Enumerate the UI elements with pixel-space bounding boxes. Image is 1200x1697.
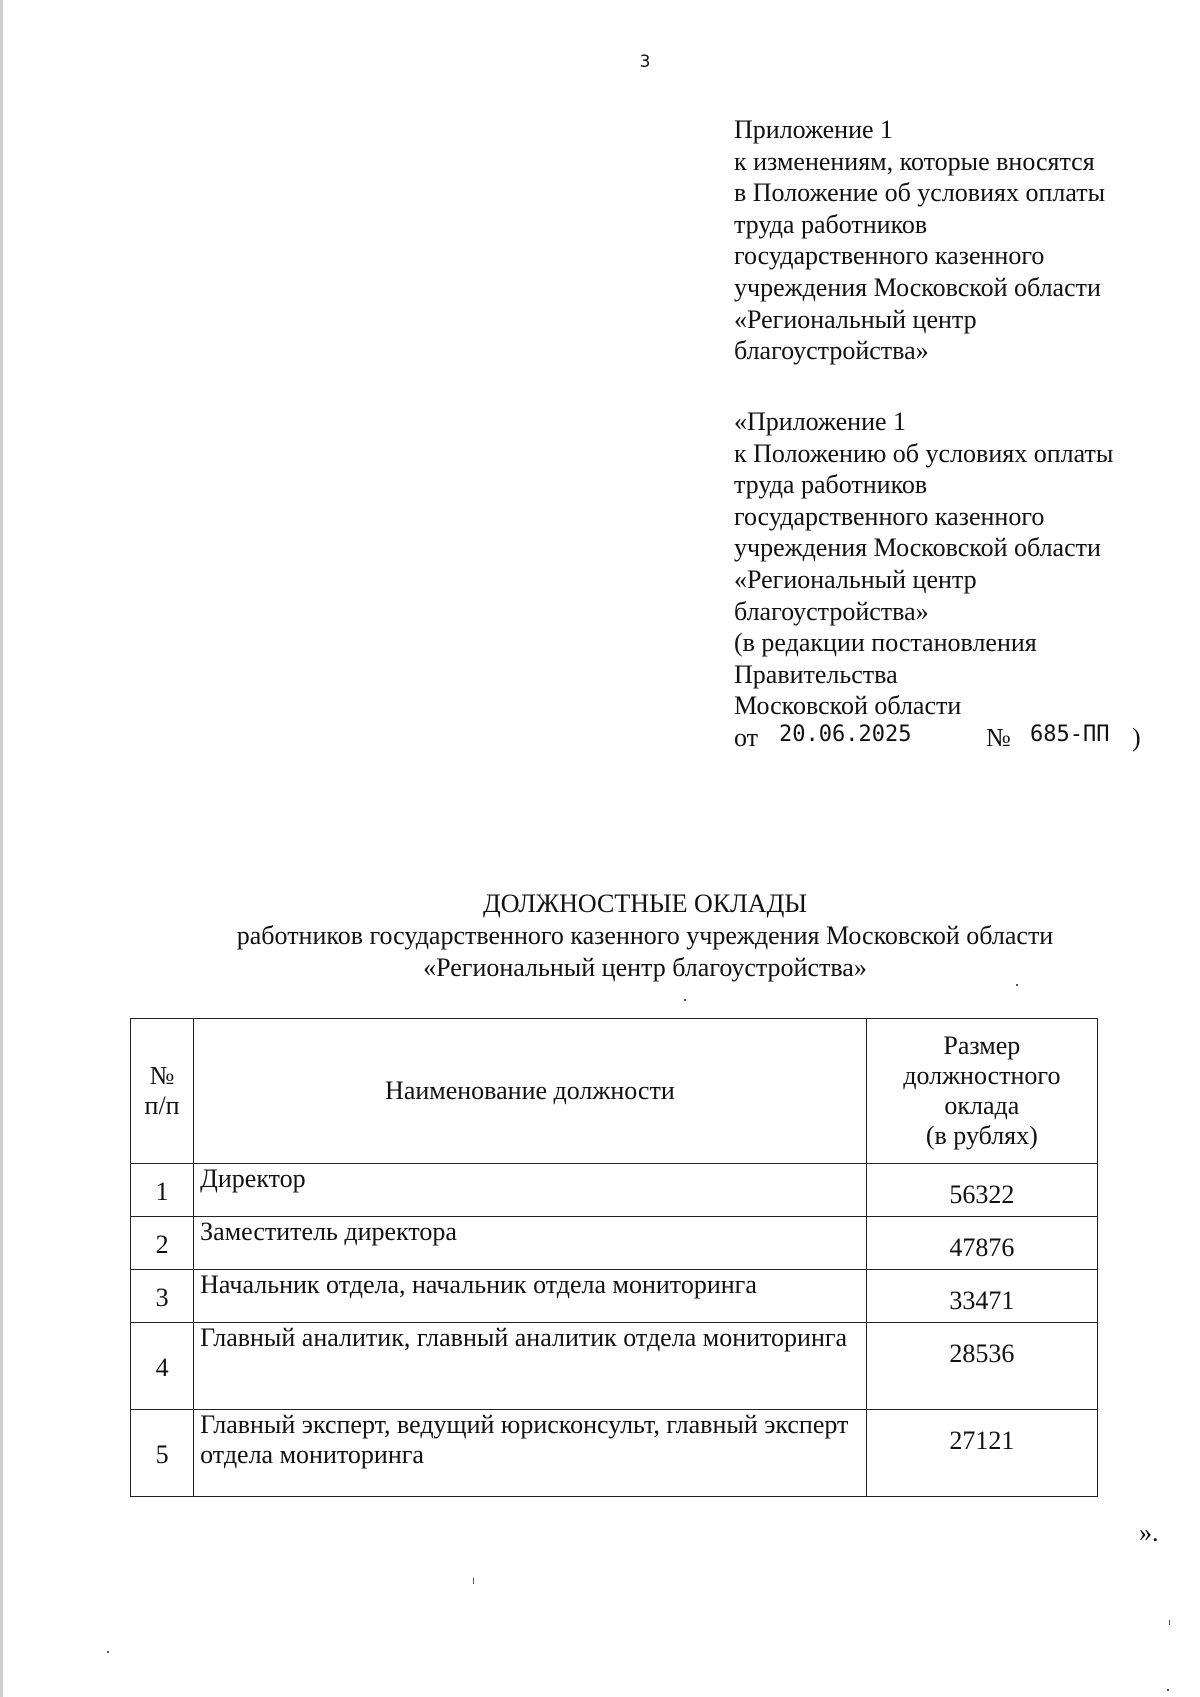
order-number-sign: № [986,722,1011,752]
scan-speck [1169,1620,1170,1625]
annex-line: к изменениям, которые вносятся [734,146,1095,176]
annex-line: Московской области [734,691,962,721]
order-from-label: от [734,722,759,752]
title-line: работников государственного казенного учреждения Московской области [236,921,1054,950]
table-header-row [131,1019,1098,1164]
scan-speck [107,1651,109,1653]
annex-line: учреждения Московской области [734,272,1101,302]
annex-line: государственного казенного [734,241,1045,271]
annex-regulation-block [734,406,1141,754]
row-number: 2 [131,1217,194,1270]
annex-line: труда работников [734,209,928,239]
row-number: 4 [131,1323,194,1410]
table-row [131,1323,1098,1410]
page-number: 3 [639,52,651,72]
annex-line: учреждения Московской области [734,533,1101,563]
order-number: 685-ПП [1030,721,1110,747]
row-salary: 27121 [866,1410,1097,1497]
title-heading: ДОЛЖНОСТНЫЕ ОКЛАДЫ [482,889,807,918]
order-reference [734,721,1141,754]
annex-line: к Положению об условиях оплаты [734,438,1114,468]
table-row [131,1270,1098,1323]
header-salary-line: должностного [903,1061,1061,1090]
annex-line: труда работников [734,470,928,500]
annex-changes-block [734,114,1105,367]
row-salary: 56322 [866,1164,1097,1217]
document-title [130,888,1160,984]
title-line: «Региональный центр благоустройства» [423,953,867,982]
closing-quote: ». [1139,1518,1159,1547]
annex-line: «Региональный центр [734,564,977,594]
order-date: 20.06.2025 [779,721,912,747]
row-number: 3 [131,1270,194,1323]
scan-speck [684,999,686,1001]
annex-line: благоустройства» [734,336,929,366]
row-salary: 47876 [866,1217,1097,1270]
header-num-sign: № [149,1061,175,1090]
row-position: Начальник отдела, начальник отдела мониторинга [194,1270,867,1323]
table-row [131,1217,1098,1270]
page-edge [0,0,3,1697]
row-number: 5 [131,1410,194,1497]
header-position: Наименование должности [194,1019,867,1164]
annex-line: Правительства [734,659,898,689]
scan-speck [1167,1689,1169,1691]
table-row [131,1410,1098,1497]
annex-line: Приложение 1 [734,115,894,144]
scan-speck [1016,984,1018,986]
table-row [131,1164,1098,1217]
header-salary-line: (в рублях) [925,1121,1038,1150]
row-position: Главный эксперт, ведущий юрисконсульт, главный эксперт отдела мониторинга [194,1410,867,1497]
row-salary: 33471 [866,1270,1097,1323]
scan-speck [473,1578,474,1584]
annex-line: «Региональный центр [734,304,977,334]
annex-line: в Положение об условиях оплаты [734,178,1106,208]
order-close-paren: ) [1132,722,1141,752]
row-position: Главный аналитик, главный аналитик отдела мониторинга [194,1323,867,1410]
salaries-table [130,1018,1098,1497]
row-salary: 28536 [866,1323,1097,1410]
annex-line: благоустройства» [734,596,929,626]
row-position: Директор [194,1164,867,1217]
header-salary-line: Размер [943,1031,1021,1060]
annex-line: государственного казенного [734,501,1045,531]
row-number: 1 [131,1164,194,1217]
annex-line: «Приложение 1 [734,407,907,436]
header-num [131,1019,194,1164]
header-num-label: п/п [144,1091,180,1120]
annex-line: (в редакции постановления [734,628,1037,658]
header-salary [866,1019,1097,1164]
row-position: Заместитель директора [194,1217,867,1270]
header-salary-line: оклада [944,1091,1020,1120]
